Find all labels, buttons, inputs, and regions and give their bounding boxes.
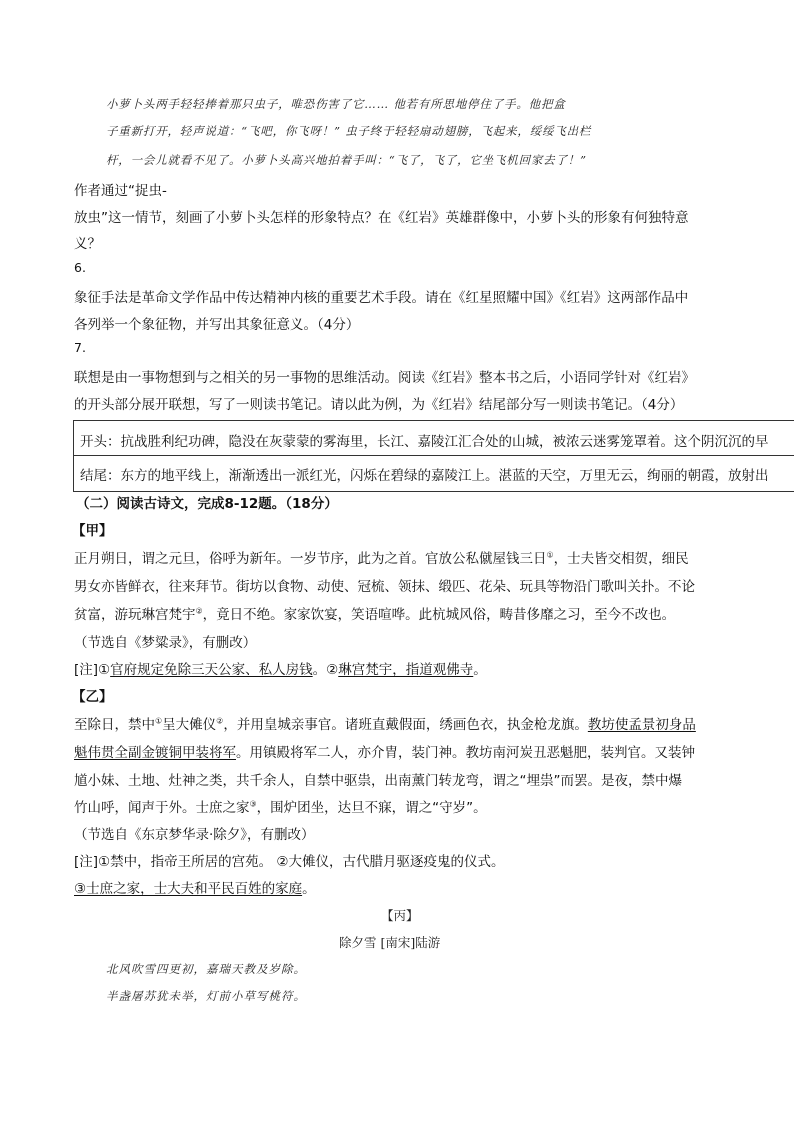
poem-title: 除夕雪 [南宋]陆游 [339, 935, 441, 950]
q7-line-1: 联想是由一事物想到与之相关的另一事物的思维活动。阅读《红岩》整本书之后，小语同学针对《红岩》 [74, 370, 695, 386]
q7-number: 7. [74, 340, 86, 355]
q6-line-2: 各列举一个象征物，并写出其象征意义。（4分） [74, 317, 360, 333]
note-marker-1: ① [546, 550, 554, 560]
passage-jia-label: 【甲】 [72, 523, 113, 539]
note-marker-3: ③ [249, 799, 257, 809]
q5-line-2: 放虫”这一情节，刻画了小萝卜头怎样的形象特点？在《红岩》英雄群像中，小萝卜头的形象有何独特意 [74, 210, 689, 226]
yi-line-4-text-a: 竹山呼，闻声于外。士庶之家 [74, 800, 250, 816]
jia-line-2: 男女亦皆鲜衣，往来拜节。街坊以食物、动使、冠梳、领抹、缎匹、花朵、玩具等物沿门歌叫关扑。不论 [74, 579, 695, 595]
poem-line-1: 北风吹雪四更初，嘉瑞天教及岁除。 [106, 962, 306, 976]
passage-bing-label: 【丙】 [381, 908, 419, 923]
yi-line-3: 馗小妹、土地、灶神之类，共千余人，自禁中驱祟，出南薰门转龙弯，谓之“埋祟”而罢。是夜，禁中爆 [74, 773, 682, 789]
jia-notes [74, 658, 487, 678]
jia-note-1: 官府规定免除三天公家、私人房钱 [110, 662, 313, 678]
yi-line-4 [74, 796, 487, 816]
yi-note-end: 。 [302, 881, 316, 897]
section-heading: （二）阅读古诗文，完成8-12题。（18分） [76, 496, 338, 512]
yi-line-1-text-b: 呈大傩仪 [162, 717, 217, 733]
jia-note-prefix: [注]① [74, 662, 111, 678]
note-marker-1: ① [155, 716, 163, 726]
excerpt-line-3: 杆，一会儿就看不见了。小萝卜头高兴地拍着手叫：“飞了，飞了，它坐飞机回家去了！” [106, 153, 587, 167]
reading-note-opening: 开头：抗战胜利纪功碑，隐没在灰蒙蒙的雾海里，长江、嘉陵江汇合处的山城，被浓云迷雾笼罩着。这个阴沉沉的早 [80, 434, 769, 450]
yi-source: （节选自《东京梦华录·除夕》，有删改） [74, 827, 315, 843]
yi-line-2-underlined: 魁伟贯全副金镀铜甲装将军 [74, 745, 236, 761]
note-marker-2: ② [195, 606, 203, 616]
jia-line-3 [74, 603, 675, 623]
yi-line-1-underlined: 教坊使孟景初身品 [587, 717, 696, 733]
jia-note-2: 琳宫梵宇，指道观佛寺 [338, 662, 474, 678]
jia-note-sep: 。② [312, 662, 339, 678]
yi-line-1-text-a: 至除日，禁中 [74, 717, 155, 733]
reading-note-ending: 结尾：东方的地平线上，渐渐透出一派红光，闪烁在碧绿的嘉陵江上。湛蓝的天空，万里无云，绚丽的朝霞，放射出 [80, 468, 769, 484]
excerpt-line-1: 小萝卜头两手轻轻捧着那只虫子，唯恐伤害了它…… 他若有所思地停住了手。他把盒 [106, 97, 566, 111]
yi-line-4-text-b: ，围炉团坐，达旦不寐，谓之“守岁”。 [256, 800, 487, 816]
jia-source: （节选自《梦粱录》，有删改） [74, 635, 257, 651]
poem-line-2: 半盏屠苏犹未举，灯前小草写桃符。 [106, 989, 306, 1003]
jia-line-3-text-a: 贫富，游玩琳宫梵宇 [74, 607, 196, 623]
jia-note-end: 。 [473, 662, 487, 678]
jia-line-3-text-b: ，竟日不绝。家家饮宴，笑语喧哗。此杭城风俗，畴昔侈靡之习，至今不改也。 [202, 607, 676, 623]
yi-line-2 [74, 741, 695, 761]
q6-line-1: 象征手法是革命文学作品中传达精神内核的重要艺术手段。请在《红星照耀中国》《红岩》这两部作品中 [74, 290, 689, 306]
yi-note-3: ③士庶之家，士大夫和平民百姓的家庭 [74, 881, 303, 897]
yi-line-1-text-c: ，并用皇城亲事官。诸班直戴假面，绣画色衣，执金枪龙旗。 [223, 717, 588, 733]
yi-notes-2 [74, 877, 316, 897]
yi-notes-1: [注]①禁中，指帝王所居的宫苑。 ②大傩仪，古代腊月驱逐疫鬼的仪式。 [74, 854, 505, 870]
yi-line-2-text: 。用镇殿将军二人，亦介胄，装门神。教坊南河炭丑恶魁肥，装判官。又装钟 [236, 745, 695, 761]
q7-line-2: 的开头部分展开联想，写了一则读书笔记。请以此为例，为《红岩》结尾部分写一则读书笔记。（4分） [74, 397, 684, 413]
jia-line-1 [74, 547, 689, 567]
q5-line-1: 作者通过“捉虫- [74, 183, 167, 199]
excerpt-line-2: 子重新打开，轻声说道：“飞吧，你飞呀！” 虫子终于轻轻扇动翅膀，飞起来，绥绥飞出栏 [106, 124, 592, 138]
jia-line-1-text-b: ，士夫皆交相贺，细民 [553, 551, 689, 567]
passage-yi-label: 【乙】 [72, 689, 113, 705]
q5-line-3: 义？ [74, 236, 101, 252]
yi-line-1 [74, 713, 696, 733]
table-divider [74, 455, 794, 456]
jia-line-1-text-a: 正月朔日，谓之元旦，俗呼为新年。一岁节序，此为之首。官放公私僦屋钱三日 [74, 551, 547, 567]
note-marker-2: ② [216, 716, 224, 726]
reading-note-table [73, 420, 794, 492]
q6-number: 6. [74, 260, 86, 275]
